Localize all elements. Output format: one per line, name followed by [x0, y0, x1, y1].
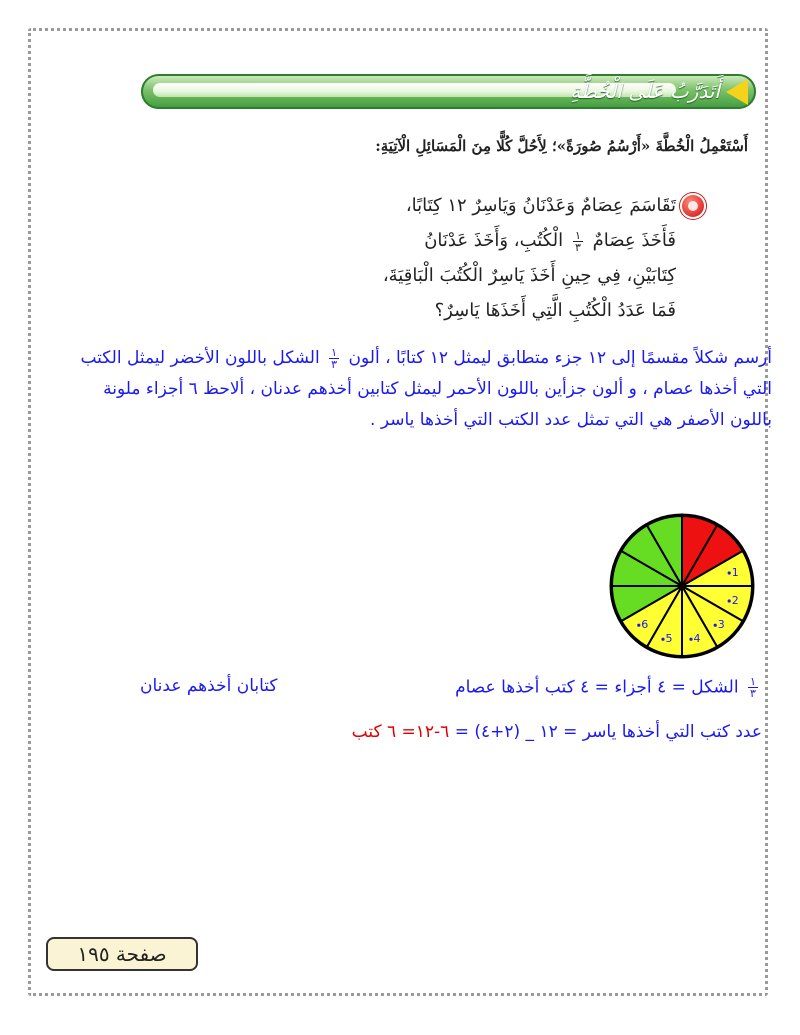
page-number: صفحة ١٩٥ [46, 937, 198, 971]
wheel-label: 4 [693, 632, 701, 646]
calc-line-2-red: ٦-١٢= ٦ كتب [351, 722, 450, 742]
wheel-label-dot [637, 624, 640, 627]
answer-paragraph: أرسم شكلاً مقسمًا إلى ١٢ جزء متطابق ليمثل ١٢ كتابًا ، ألون $\frac{١}{٣}$ الشكل باللون الأخضر ليمثل الكتب التي أخذها عصام ، و ألون جزأين باللون الأحمر ليمثل كتابين أخذهم عدنان ، ألاحظ ٦ أجزاء ملونة باللون الأصفر هي التي تمثل عدد الكتب التي أخذها ياسر . [80, 345, 772, 430]
calc-line-2-blue: عدد كتب التي أخذها ياسر = ١٢ _ (٢+٤) = [449, 722, 762, 742]
fraction-one-third: $\frac{١}{٣}$ [573, 230, 583, 253]
wheel-label: 2 [731, 594, 739, 607]
answer-fraction: $\frac{١}{٣}$ [329, 347, 339, 370]
wheel-label: 5 [665, 632, 673, 646]
calc-fraction: $\frac{١}{٣}$ [748, 676, 758, 699]
problem-bullet-icon [680, 193, 706, 219]
wheel-label-dot [714, 624, 717, 627]
calc-line-1 [110, 672, 762, 702]
calc-line-1-left: كتابان أخذهم عدنان [140, 676, 278, 696]
wheel-label: 6 [641, 618, 649, 632]
wheel-label-dot [661, 638, 664, 641]
calc-line-2 [352, 722, 762, 742]
section-title: أَتَدَرَّبُ عَلَى الْخُطَّةِ [570, 79, 720, 103]
problem-text [300, 188, 676, 328]
wheel-label-dot [728, 571, 731, 574]
wheel-label-dot [728, 599, 731, 602]
wheel-label-dot [689, 638, 692, 641]
banner-arrow-icon [726, 79, 748, 105]
problem-line-3: كِتَابَيْنِ، فِي حِينِ أَخَذَ يَاسِرٌ الْكُتُبَ الْبَاقِيَةَ، [382, 265, 676, 286]
problem-line-1: تَقَاسَمَ عِصَامٌ وَعَدْنَانُ وَيَاسِرٌ ١٢ كِتَابًا، [405, 195, 676, 216]
section-banner [141, 74, 756, 109]
problem-line-4: فَمَا عَدَدُ الْكُتُبِ الَّتِي أَخَذَهَا يَاسِرٌ؟ [434, 300, 676, 321]
calc-line-1-text: الشكل = ٤ أجزاء = ٤ كتب أخذها عصام [455, 677, 739, 698]
wheel-label: 1 [731, 566, 739, 579]
fraction-wheel [608, 512, 756, 660]
problem-line-2: فَأَخَذَ عِصَامٌ $\frac{١}{٣}$ الْكُتُبِ، وَأَخَذَ عَدْنَانُ [424, 228, 676, 254]
instruction-text: أَسْتَعْمِلُ الْخُطَّةَ «أَرْسُمُ صُورَةً»؛ لِأَحُلَّ كُلًّا مِنَ الْمَسَائِلِ الْآتِيَةِ: [375, 137, 748, 155]
wheel-label: 3 [717, 618, 725, 632]
